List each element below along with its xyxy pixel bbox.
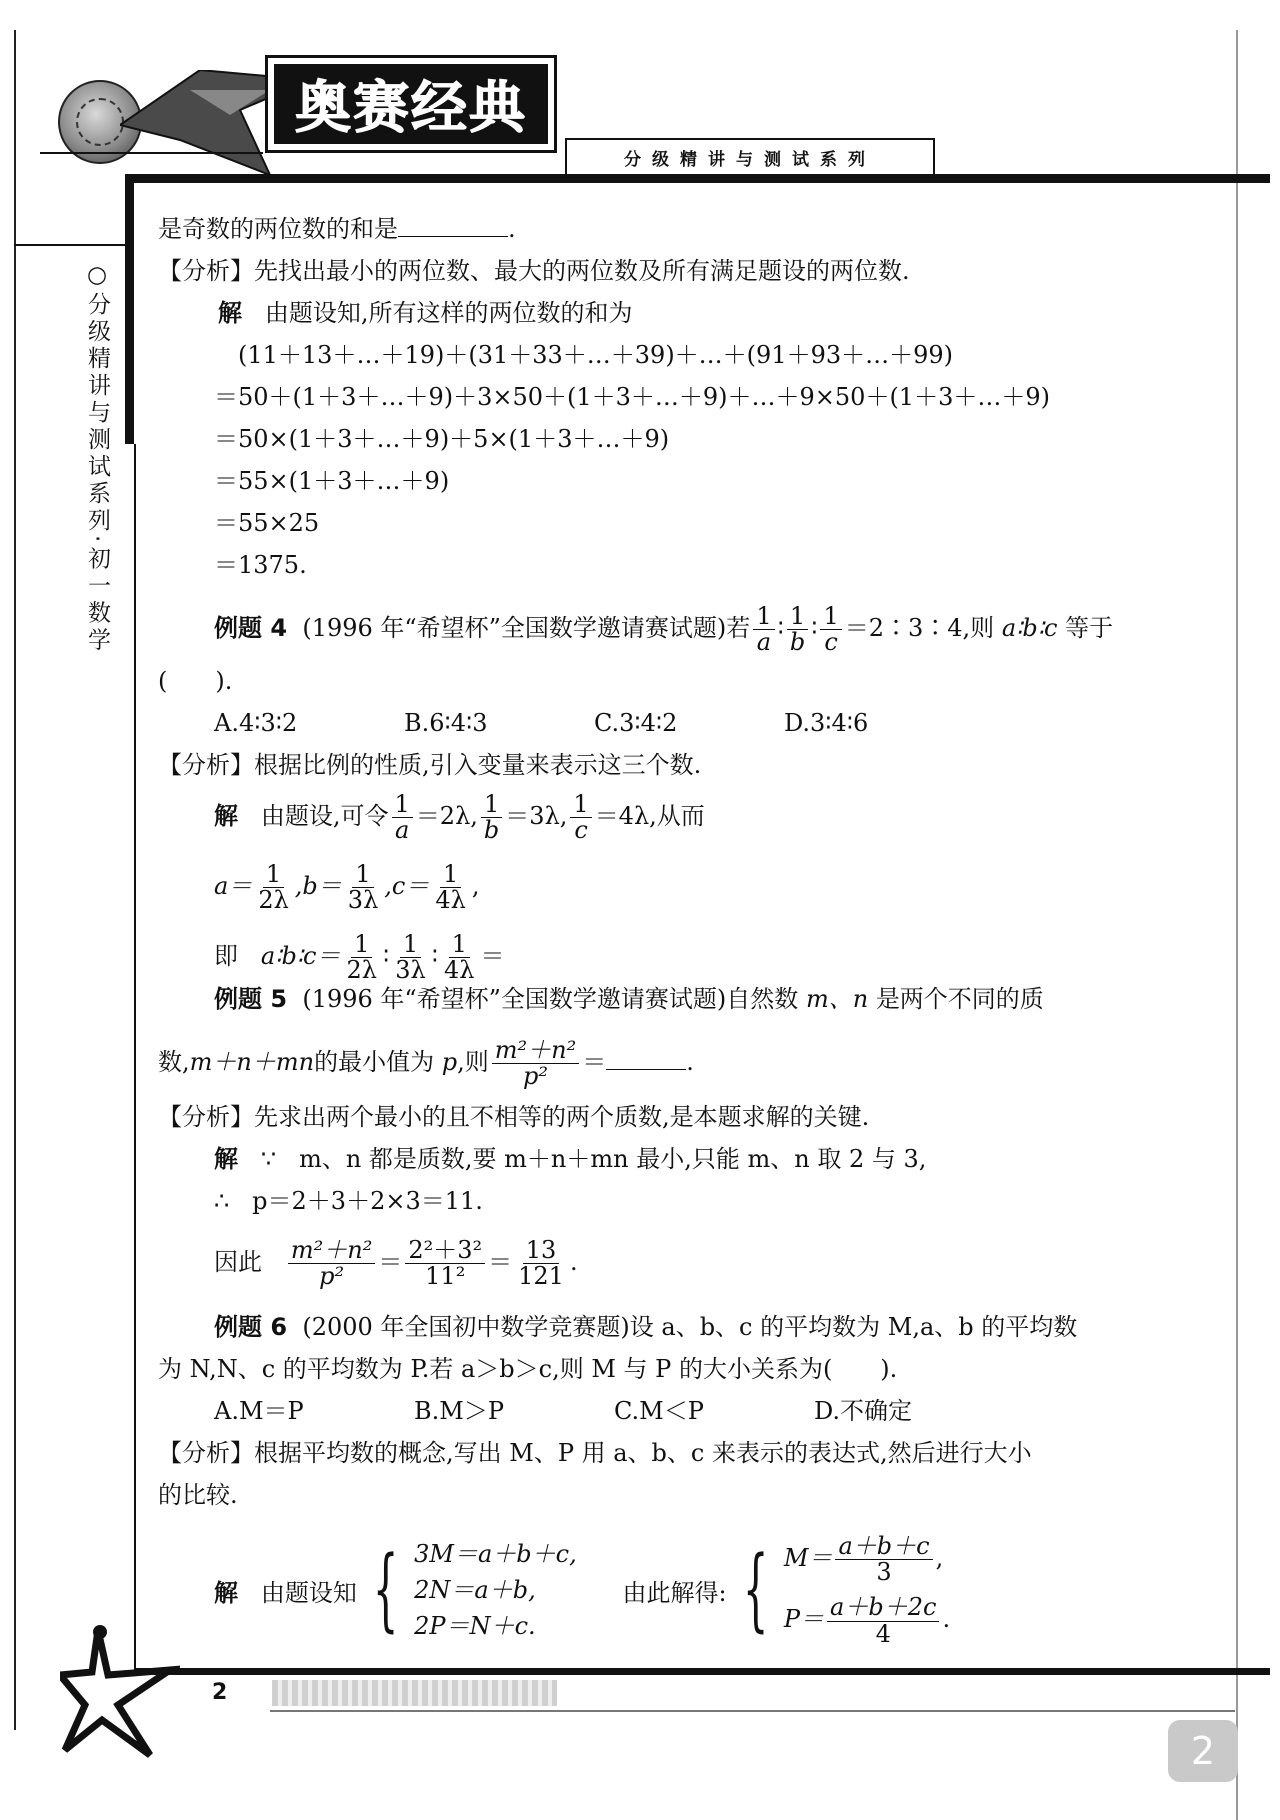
- example5-sol1: m、n 都是质数,要 m＋n＋mn 最小,只能 m、n 取 2 与 3,: [299, 1145, 927, 1173]
- example5-solution-line3: [214, 1238, 578, 1289]
- solution-label: 解: [214, 1145, 238, 1173]
- fraction-1-over-c: [820, 604, 841, 655]
- example4-label: 例题 4: [214, 614, 288, 643]
- footer-blurred-text: [272, 1680, 557, 1706]
- problem3-tail-text: 是奇数的两位数的和是: [158, 215, 398, 243]
- example5-text: 数,: [158, 1048, 190, 1077]
- period: .: [569, 1248, 578, 1277]
- ji-label: 即: [214, 942, 238, 971]
- frac-den: 11²: [425, 1262, 466, 1291]
- frac-den: a: [756, 628, 772, 657]
- sidebar-rule: [14, 244, 126, 246]
- frac-num: 1: [481, 792, 502, 818]
- frac-den: a: [395, 816, 410, 845]
- series-subtitle: 分级精讲与测试系列: [624, 149, 876, 170]
- example6-statement: [214, 1312, 1077, 1342]
- m-solution: [784, 1534, 950, 1585]
- solution-label: 解: [214, 1578, 238, 1607]
- frac-num: 1: [392, 792, 413, 818]
- period: .: [686, 1048, 694, 1077]
- header-thick-rule: [125, 174, 1270, 183]
- frac-num: a＋b＋2c: [827, 1595, 939, 1621]
- example4-solution-line1: [214, 792, 705, 843]
- example5-solution-line1: [214, 1144, 926, 1174]
- frac-den: b: [483, 816, 500, 845]
- fraction-1-over-a: [753, 604, 774, 655]
- header-thin-rule: [40, 152, 263, 154]
- solution-step: ＝55×(1＋3＋…＋9): [214, 467, 450, 495]
- star-icon: [60, 1610, 180, 1760]
- fraction-1-over-3l: [392, 932, 428, 983]
- example4-sol-part: ＝2λ,: [415, 802, 478, 831]
- frac-num: 2²＋3²: [405, 1238, 485, 1264]
- example4-option: D.3∶4∶6: [784, 709, 869, 737]
- example4-solution-line2: [214, 862, 479, 913]
- frac-den: 3λ: [395, 956, 426, 985]
- example6-analysis-1: 【分析】根据平均数的概念,写出 M、P 用 a、b、c 来表示的表达式,然后进行大小: [158, 1439, 1032, 1467]
- comma: ,: [935, 1544, 944, 1573]
- equals: ＝: [488, 1248, 513, 1277]
- fraction-1-over-4l: [441, 932, 477, 983]
- fraction-1-over-2l: [255, 862, 291, 913]
- therefore-symbol: ∴: [214, 1187, 230, 1215]
- solution-intro-text: 由题设知,所有这样的两位数的和为: [264, 299, 633, 327]
- m-lhs: M＝: [783, 1544, 833, 1573]
- fraction-1-over-a: [392, 792, 413, 843]
- left-thick-bar: [125, 174, 134, 444]
- answer-blank: [606, 1049, 686, 1070]
- series-title: 奥赛经典: [295, 76, 527, 141]
- frac-num: 1: [351, 932, 372, 958]
- frac-den: 3: [876, 1558, 892, 1587]
- b-eq: ,b＝: [294, 872, 342, 901]
- system-eq: 3M＝a＋b＋c,: [414, 1540, 577, 1569]
- left-frame-line: [14, 30, 16, 1730]
- frac-den: 121: [518, 1262, 564, 1291]
- ratio-colon: ∶: [382, 942, 390, 971]
- ratio-colon: ∶: [811, 614, 818, 643]
- example4-sol-intro: 由题设,可令: [260, 802, 389, 831]
- footer-thick-rule: [134, 1668, 1270, 1675]
- frac-num: a＋b＋c: [835, 1534, 932, 1560]
- fraction-1-over-b: [787, 604, 808, 655]
- left-brace: {: [742, 1537, 769, 1643]
- frac-den: p²: [522, 1062, 548, 1091]
- frac-num: 1: [449, 932, 470, 958]
- frac-num: 1: [820, 604, 841, 630]
- example4-statement: [214, 604, 1113, 655]
- example6-label: 例题 6: [214, 1313, 288, 1341]
- example6-option: B.M＞P: [414, 1397, 504, 1425]
- example4-source: (1996 年“希望杯”全国数学邀请赛试题)若: [302, 614, 751, 643]
- example6-solution: [214, 1534, 950, 1647]
- sidebar-vertical-title: ○分级精讲与测试系列·初一数学: [84, 262, 110, 655]
- example6-line2: 为 N,N、c 的平均数为 P.若 a＞b＞c,则 M 与 P 的大小关系为( ).: [158, 1355, 898, 1383]
- example6-solve-text: 由此解得:: [622, 1578, 727, 1607]
- example4-option: C.3∶4∶2: [594, 709, 678, 737]
- solution-step: ＝55×25: [214, 509, 320, 537]
- frac-den: b: [789, 628, 806, 657]
- frac-num: 13: [523, 1238, 560, 1264]
- solution-step: ＝50×(1＋3＋…＋9)＋5×(1＋3＋…＋9): [214, 425, 670, 453]
- ratio-colon: ∶: [431, 942, 438, 971]
- frac-num: 1: [753, 604, 774, 630]
- example4-sol-part: ＝3λ,: [505, 802, 568, 831]
- solution-system: [784, 1534, 950, 1647]
- frac-num: m²＋n²: [288, 1238, 375, 1264]
- solution-label: 解: [218, 299, 242, 327]
- frac-num: 1: [787, 604, 808, 630]
- frac-num: 1: [570, 792, 591, 818]
- footer-thin-rule: [270, 1710, 1235, 1712]
- example5-text: ,则: [457, 1048, 489, 1077]
- fraction-1-over-3l: [345, 862, 381, 913]
- example5-p: p: [441, 1048, 458, 1077]
- series-title-inner: [274, 64, 548, 144]
- ratio-vars: a∶b∶c＝: [260, 942, 341, 971]
- example6-option: D.不确定: [814, 1397, 913, 1425]
- example4-ratio-tail: ＝2∶3∶4,则: [844, 614, 995, 643]
- equals: ＝: [582, 1048, 607, 1077]
- frac-den: 2λ: [346, 956, 377, 985]
- p-lhs: P＝: [783, 1605, 825, 1634]
- yinci-label: 因此: [214, 1248, 262, 1277]
- series-subtitle-box: [565, 138, 935, 174]
- frac-num: 1: [400, 932, 421, 958]
- example5-solution-line2: [214, 1186, 483, 1216]
- example5-label: 例题 5: [214, 985, 288, 1013]
- series-title-box: [265, 55, 557, 153]
- p-solution: [784, 1595, 950, 1646]
- fraction-mid: [405, 1238, 485, 1289]
- fraction-m2n2-over-p2: [492, 1038, 579, 1089]
- solution-step: ＝50＋(1＋3＋…＋9)＋3×50＋(1＋3＋…＋9)＋…＋9×50＋(1＋3＋…＋9): [214, 383, 1050, 411]
- ratio-colon: ∶: [777, 614, 784, 643]
- example4-ask-vars: a∶b∶c: [1001, 614, 1058, 643]
- page-number: 2: [212, 1680, 228, 1705]
- solution-step: (11＋13＋…＋19)＋(31＋33＋…＋39)＋…＋(91＋93＋…＋99): [238, 341, 954, 369]
- frac-den: 4λ: [435, 886, 466, 915]
- right-frame-line: [1236, 30, 1238, 1820]
- example5-vars: m、n: [805, 985, 869, 1013]
- page-indicator-badge[interactable]: 2: [1168, 1720, 1238, 1782]
- frac-den: 4λ: [443, 956, 475, 985]
- equation-system: [414, 1536, 577, 1644]
- fraction-1-over-c: [570, 792, 591, 843]
- frac-den: p²: [319, 1262, 345, 1291]
- period: .: [942, 1605, 951, 1634]
- example4-solution-line3: [214, 932, 504, 983]
- example4-sol-part: ＝4λ,从而: [594, 802, 705, 831]
- frac-den: 4: [875, 1619, 891, 1648]
- problem3-analysis: 【分析】先找出最小的两位数、最大的两位数及所有满足题设的两位数.: [158, 257, 910, 285]
- frac-num: m²＋n²: [492, 1038, 579, 1064]
- example5-tail: 是两个不同的质: [875, 985, 1044, 1013]
- frac-den: c: [824, 628, 838, 657]
- example5-line2: [158, 1038, 694, 1089]
- system-eq: 2N＝a＋b,: [414, 1576, 536, 1605]
- frac-den: c: [574, 816, 588, 845]
- example6-intro: 由题设知: [260, 1578, 357, 1607]
- frac-num: 1: [352, 862, 373, 888]
- frac-num: 1: [263, 862, 284, 888]
- left-brace: {: [372, 1537, 399, 1643]
- frac-den: 3λ: [347, 886, 379, 915]
- example5-statement: [214, 984, 1044, 1014]
- example5-source: (1996 年“希望杯”全国数学邀请赛试题)自然数: [302, 985, 799, 1013]
- fraction-1-over-2l: [344, 932, 380, 983]
- example4-ask-tail: 等于: [1065, 614, 1114, 643]
- because-symbol: ∵: [260, 1145, 277, 1173]
- solution-label: 解: [214, 802, 238, 831]
- left-thin-bar: [134, 444, 136, 1669]
- fraction-p: [827, 1595, 939, 1646]
- equals: ＝: [480, 942, 505, 971]
- solution-step: ＝1375.: [214, 551, 307, 579]
- example4-paren: ( ).: [158, 667, 233, 695]
- example4-option: A.4∶3∶2: [214, 709, 298, 737]
- problem3-tail-end: .: [508, 215, 516, 243]
- fraction-1-over-b: [481, 792, 502, 843]
- example6-option: C.M＜P: [614, 1397, 704, 1425]
- example6-analysis-2: 的比较.: [158, 1481, 238, 1509]
- problem3-tail: [158, 214, 516, 244]
- frac-num: 1: [440, 862, 461, 888]
- example6-line1: (2000 年全国初中数学竞赛题)设 a、b、c 的平均数为 M,a、b 的平均数: [302, 1313, 1078, 1341]
- fraction-m: [835, 1534, 932, 1585]
- example6-option: A.M＝P: [214, 1397, 304, 1425]
- answer-blank: [398, 216, 508, 237]
- equals: ＝: [378, 1248, 403, 1277]
- medal-inner-ring: [76, 98, 124, 146]
- example4-analysis: 【分析】根据比例的性质,引入变量来表示这三个数.: [158, 751, 702, 779]
- example5-analysis: 【分析】先求出两个最小的且不相等的两个质数,是本题求解的关键.: [158, 1103, 870, 1131]
- fraction-1-over-4l: [432, 862, 468, 913]
- example5-sol2: p＝2＋3＋2×3＝11.: [252, 1187, 483, 1215]
- frac-den: 2λ: [258, 886, 289, 915]
- fraction-result: [515, 1238, 567, 1289]
- comma: ,: [471, 872, 480, 901]
- c-eq: ,c＝: [384, 872, 430, 901]
- example5-expr: m＋n＋mn: [189, 1048, 315, 1077]
- example5-text: 的最小值为: [314, 1048, 435, 1077]
- example4-option: B.6∶4∶3: [404, 709, 488, 737]
- fraction-m2n2-over-p2: [288, 1238, 375, 1289]
- problem3-solution-intro: [218, 298, 633, 328]
- a-eq: a＝: [214, 872, 253, 901]
- system-eq: 2P＝N＋c.: [414, 1612, 536, 1641]
